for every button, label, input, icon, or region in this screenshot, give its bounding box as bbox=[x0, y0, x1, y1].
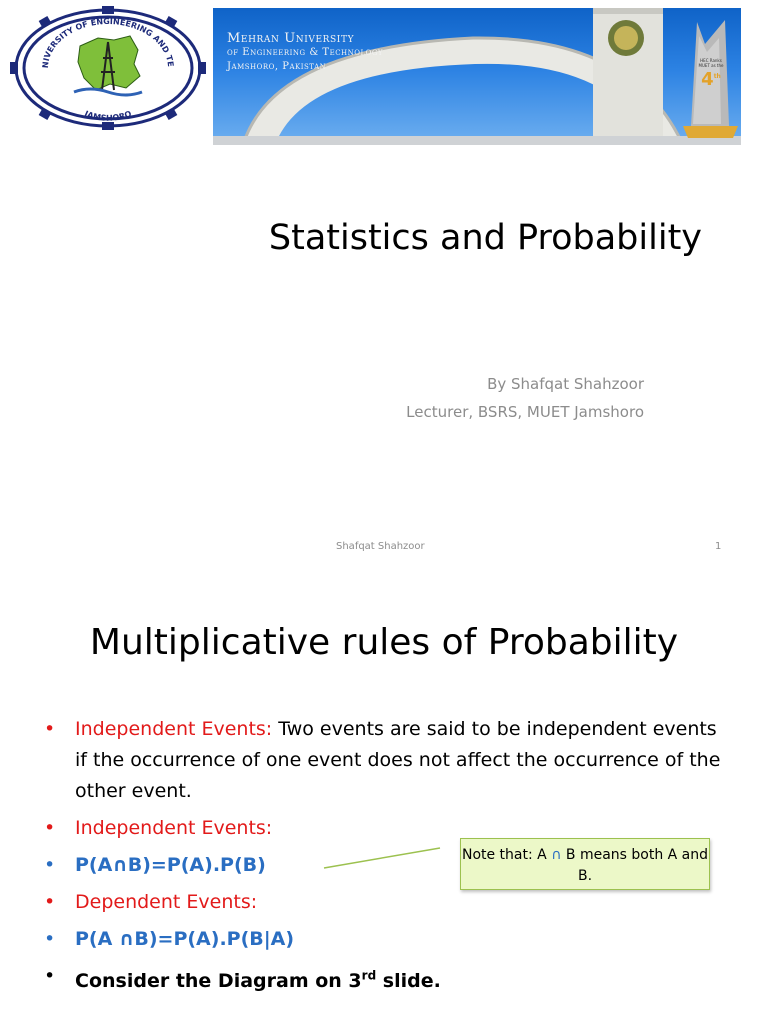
bullet-text: Two events are said to be independent events if the occurrence of one event does not affect the occurrence of the other event. bbox=[75, 718, 721, 802]
banner-line-2: of Engineering & Technology bbox=[227, 47, 383, 58]
bullet-icon: • bbox=[44, 718, 56, 740]
diagram-note-text: Consider the Diagram on 3 bbox=[75, 970, 362, 993]
university-logo bbox=[10, 6, 206, 130]
note-callout bbox=[460, 838, 710, 890]
intersection-symbol: ∩ bbox=[551, 847, 562, 863]
svg-text:JAMSHORO: JAMSHORO bbox=[83, 109, 133, 123]
diagram-note-end: slide. bbox=[376, 970, 441, 993]
banner-line-1: Mehran University bbox=[227, 31, 355, 46]
bullet-label: Independent Events: bbox=[75, 817, 273, 839]
svg-text:MEHRAN UNIVERSITY OF ENGINEERI: NIVERSITY OF ENGINEERING AND TE bbox=[40, 16, 176, 69]
author-affiliation: Lecturer, BSRS, MUET Jamshoro bbox=[406, 403, 644, 421]
bullet-icon: • bbox=[44, 891, 56, 913]
formula-independent: P(A∩B)=P(A).P(B) bbox=[75, 854, 266, 876]
award-line-1: HEC Ranks bbox=[700, 58, 722, 63]
bullet-icon: • bbox=[44, 854, 56, 876]
footer-author: Shafqat Shahzoor bbox=[336, 541, 425, 552]
author-name: By Shafqat Shahzoor bbox=[487, 375, 644, 393]
bullet-icon: • bbox=[44, 928, 56, 950]
bullet-icon: • bbox=[44, 965, 56, 987]
bullet-label: Independent Events: bbox=[75, 718, 273, 740]
bullet-label: Dependent Events: bbox=[75, 891, 258, 913]
award-rank bbox=[696, 68, 726, 89]
award-number: 4 bbox=[701, 69, 714, 90]
note-text-end: B means both A and B. bbox=[561, 847, 709, 884]
formula-dependent: P(A ∩B)=P(A).P(B|A) bbox=[75, 928, 295, 950]
content-slide bbox=[0, 576, 768, 1024]
ordinal-suffix: rd bbox=[361, 969, 377, 983]
university-banner bbox=[213, 8, 741, 145]
monument-arch-image bbox=[213, 8, 741, 145]
slide-number: 1 bbox=[715, 541, 722, 552]
banner-line-3: Jamshoro, Pakistan bbox=[227, 61, 327, 72]
award-suffix: th bbox=[713, 73, 721, 80]
slide-title: Multiplicative rules of Probability bbox=[89, 622, 679, 663]
slide-title: Statistics and Probability bbox=[268, 218, 702, 258]
note-text-start: Note that: A bbox=[461, 847, 552, 863]
banner-university-name bbox=[227, 32, 383, 74]
award-line-2: MUET as the bbox=[698, 63, 724, 68]
gear-emblem-icon bbox=[10, 6, 206, 130]
award-caption bbox=[696, 58, 726, 89]
bullet-icon: • bbox=[44, 817, 56, 839]
callout-connector bbox=[0, 576, 768, 1024]
